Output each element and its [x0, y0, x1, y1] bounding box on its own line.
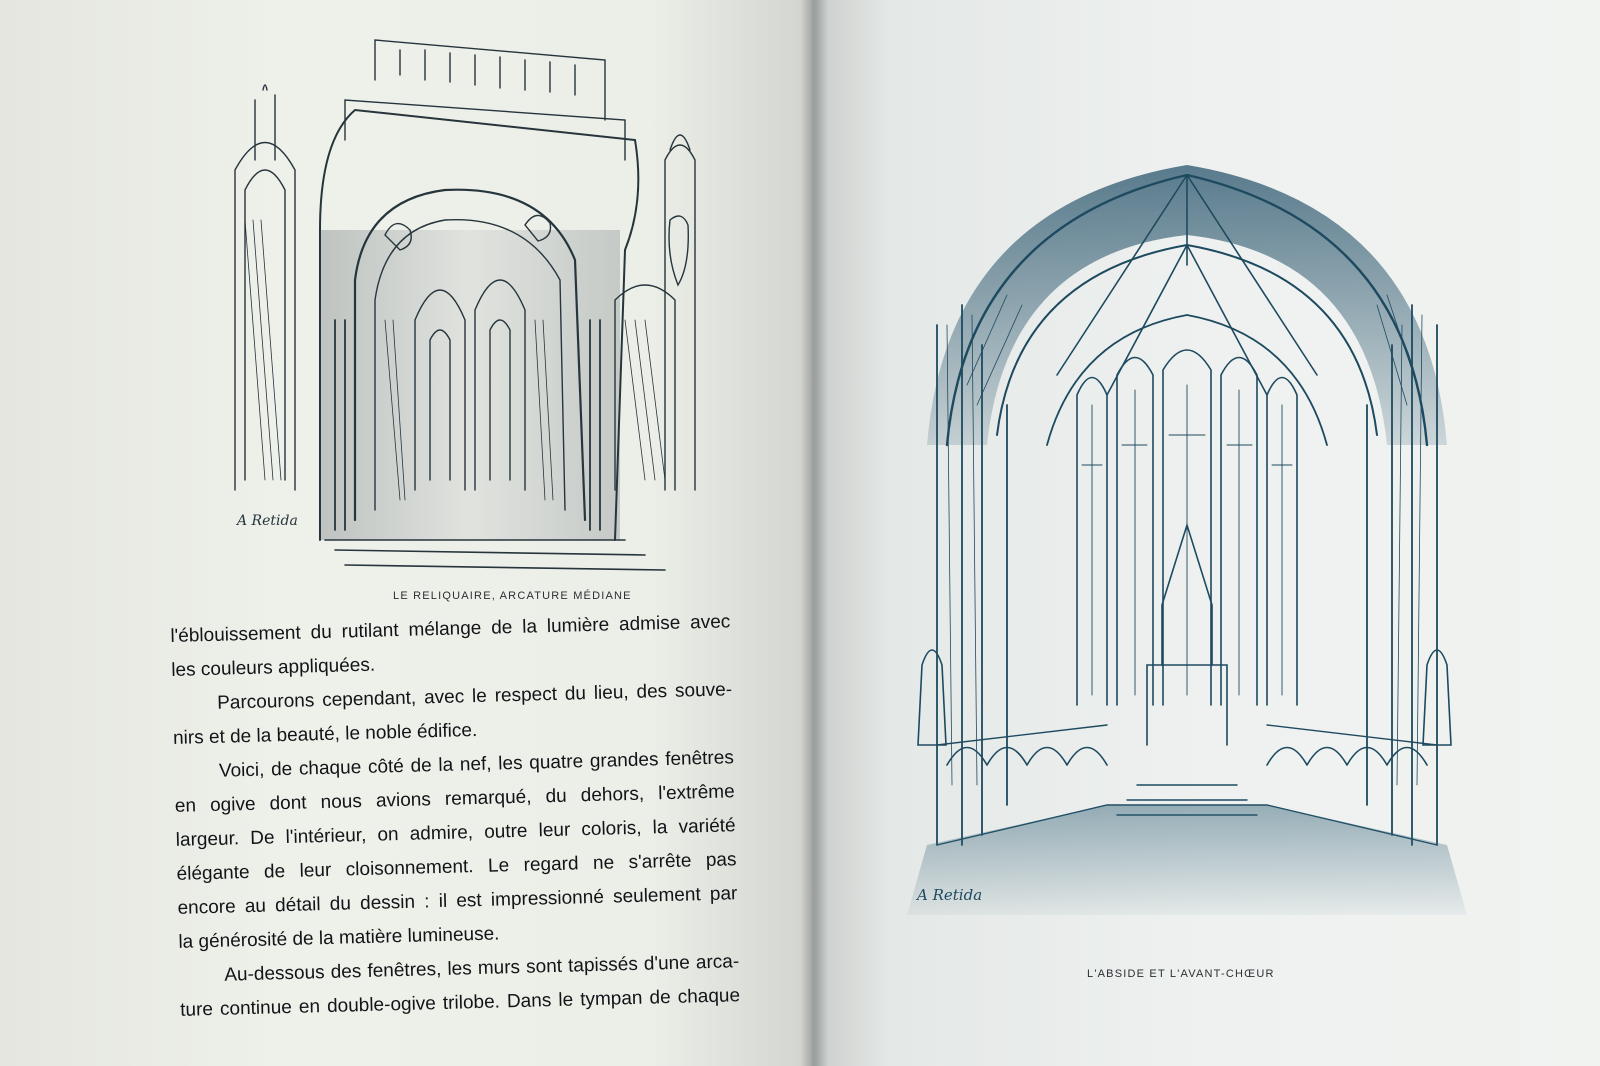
text-line: élégante de leur cloisonnement. Le regard ne s'arrête pas — [176, 849, 737, 885]
text-line: les couleurs appliquées. — [171, 654, 376, 681]
text-line: en ogive dont nous avions remarqué, du dehors, l'extrême — [174, 781, 735, 817]
reliquary-illustration — [225, 20, 705, 575]
right-illustration-caption: L'ABSIDE ET L'AVANT-CHŒUR — [1087, 968, 1275, 980]
text-line: Voici, de chaque côté de la nef, les quatre grandes fenêtres — [218, 747, 735, 782]
text-line: nirs et de la beauté, le noble édifice. — [172, 719, 478, 749]
right-illustration-signature: A Retida — [917, 886, 983, 904]
left-page-body-text — [170, 605, 740, 1028]
book-gutter — [800, 0, 828, 1066]
left-illustration-caption: LE RELIQUAIRE, ARCATURE MÉDIANE — [393, 590, 632, 602]
text-line: largeur. De l'intérieur, on admire, outre leur coloris, la variété — [175, 815, 736, 851]
text-line: encore au détail du dessin : il est impressionné seulement par — [177, 883, 738, 919]
text-line: l'éblouissement du rutilant mélange de la lumière admise avec — [170, 611, 731, 647]
text-line: la générosité de la matière lumineuse. — [178, 923, 500, 953]
text-line: Au-dessous des fenêtres, les murs sont tapissés d'une arca- — [224, 951, 740, 986]
apse-illustration — [907, 145, 1467, 925]
right-page — [812, 0, 1600, 1066]
left-illustration-signature: A Retida — [237, 513, 298, 529]
text-line: ture continue en double-ogive trilobe. Dans le tympan de chaque — [179, 985, 741, 1021]
text-line: Parcourons cependant, avec le respect du lieu, des souve- — [216, 679, 733, 714]
